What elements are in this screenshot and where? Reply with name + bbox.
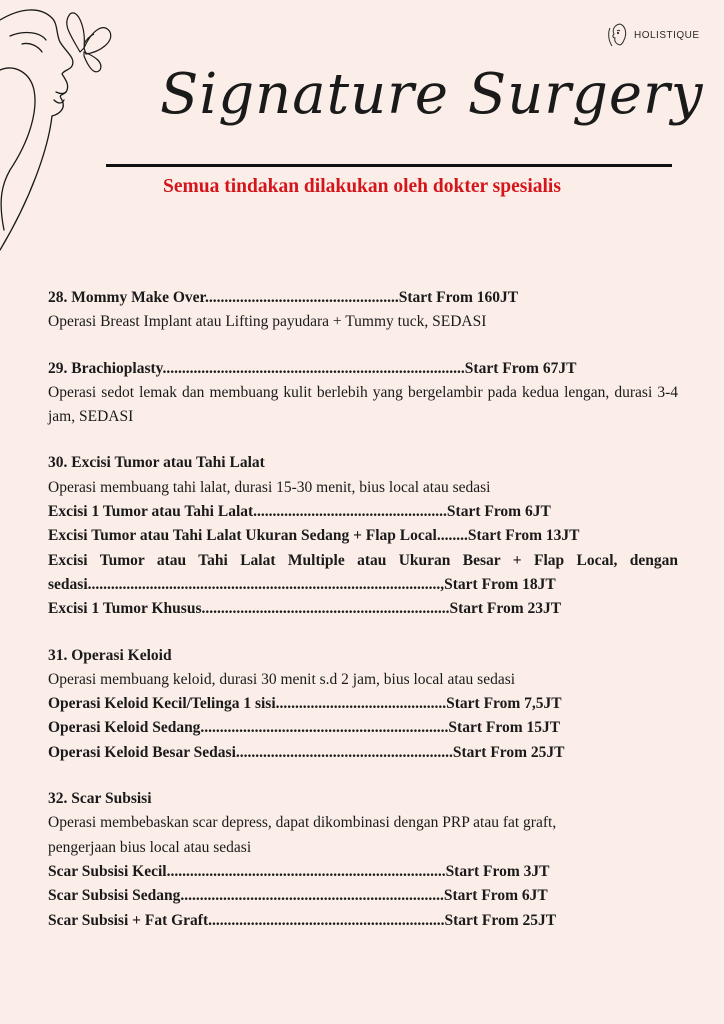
treatment-list	[48, 286, 678, 933]
section-heading: 29. Brachioplasty..............................................................................Start From 67JT	[48, 359, 577, 377]
face-line-art-icon	[0, 0, 140, 260]
brand-logo	[606, 22, 700, 48]
brand-name: HOLISTIQUE	[634, 29, 700, 41]
section-description-line1: Operasi membebaskan scar depress, dapat dikombinasi dengan PRP atau fat graft,	[48, 814, 557, 832]
price-item: Operasi Keloid Kecil/Telinga 1 sisi............................................Start From 7,5JT	[48, 695, 562, 713]
section-description: Operasi membuang keloid, durasi 30 menit s.d 2 jam, bius local atau sedasi	[48, 670, 516, 688]
price-item-line2: sedasi...........................................................................................,Start From 18JT	[48, 575, 556, 593]
section-heading: 28. Mommy Make Over..................................................Start From 160JT	[48, 289, 519, 306]
treatment-section-31	[48, 644, 678, 765]
treatment-section-28	[48, 286, 678, 335]
price-item-line1: Excisi Tumor atau Tahi Lalat Multiple atau Ukuran Besar + Flap Local, dengan	[48, 551, 678, 569]
price-item: Excisi 1 Tumor atau Tahi Lalat..................................................Start From 6JT	[48, 503, 551, 521]
treatment-section-32	[48, 787, 678, 933]
section-description: Operasi Breast Implant atau Lifting payudara + Tummy tuck, SEDASI	[48, 313, 487, 331]
section-heading: 32. Scar Subsisi	[48, 790, 152, 808]
price-item: Scar Subsisi Sedang....................................................................Start From 6JT	[48, 887, 548, 905]
page-subtitle: Semua tindakan dilakukan oleh dokter spesialis	[163, 176, 561, 197]
price-item: Excisi 1 Tumor Khusus................................................................Start From 23JT	[48, 600, 562, 618]
price-item: Excisi Tumor atau Tahi Lalat Ukuran Sedang + Flap Local........Start From 13JT	[48, 527, 580, 545]
price-item: Operasi Keloid Sedang................................................................Start From 15JT	[48, 719, 561, 737]
title-divider	[106, 164, 672, 167]
page-title: Signature Surgery	[160, 62, 704, 127]
section-description: Operasi membuang tahi lalat, durasi 15-30 menit, bius local atau sedasi	[48, 478, 491, 496]
section-description-line2: pengerjaan bius local atau sedasi	[48, 838, 252, 856]
treatment-section-30	[48, 451, 678, 621]
section-description: Operasi sedot lemak dan membuang kulit berlebih yang bergelambir pada kedua lengan, durasi 3-4 jam, SEDASI	[48, 383, 678, 426]
treatment-section-29	[48, 357, 678, 430]
section-heading: 31. Operasi Keloid	[48, 646, 172, 664]
price-item: Operasi Keloid Besar Sedasi........................................................Start From 25JT	[48, 743, 565, 761]
section-heading: 30. Excisi Tumor atau Tahi Lalat	[48, 454, 265, 472]
price-item: Scar Subsisi Kecil........................................................................Start From 3JT	[48, 862, 550, 880]
price-item: Scar Subsisi + Fat Graft.............................................................Start From 25JT	[48, 911, 557, 929]
